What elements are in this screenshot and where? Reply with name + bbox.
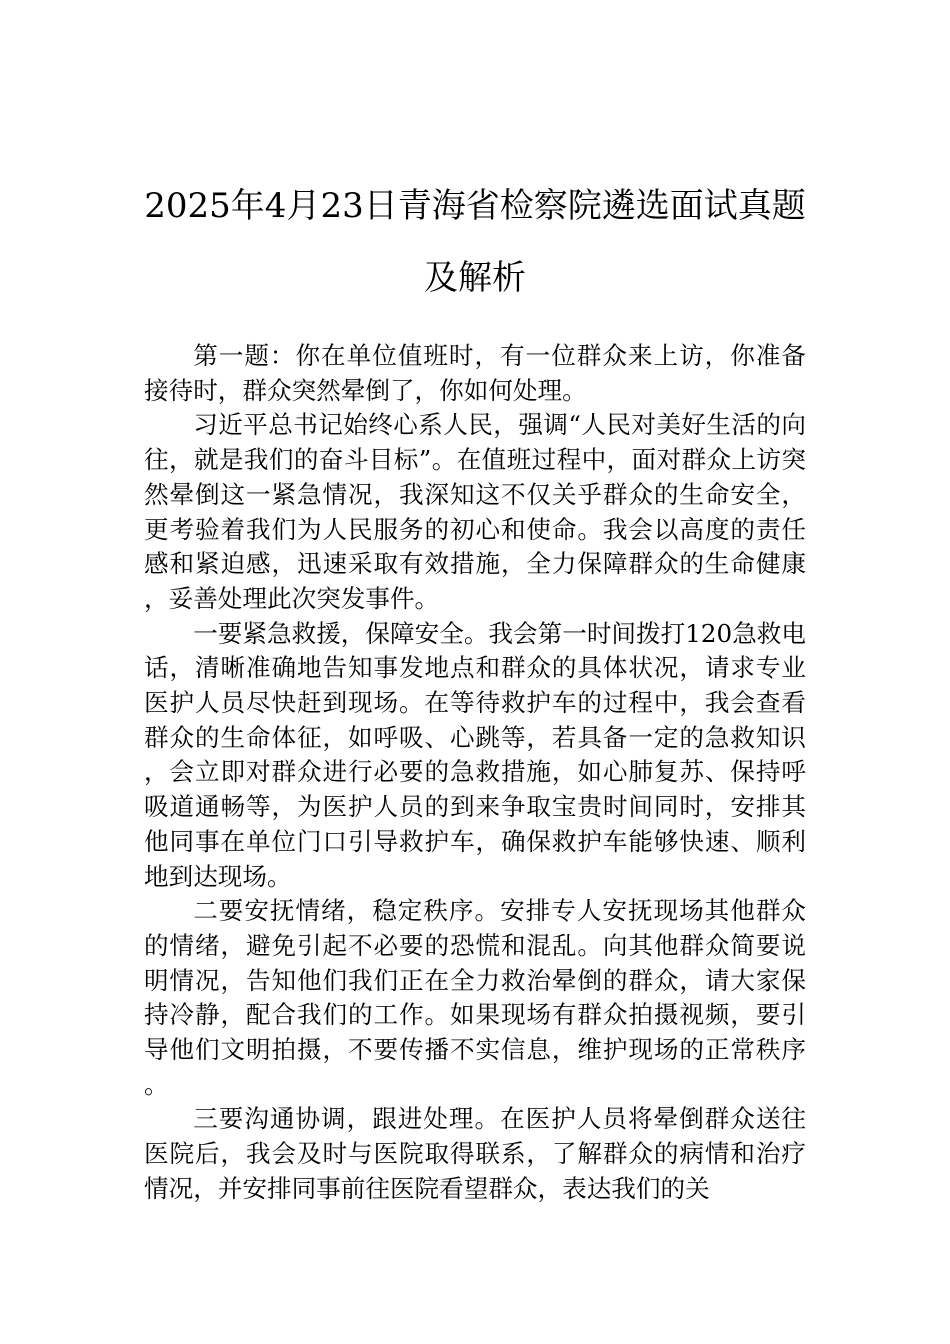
paragraph-question: 第一题：你在单位值班时，有一位群众来上访，你准备接待时，群众突然晕倒了，你如何处理。 [144, 341, 806, 405]
paragraph-point-one: 一要紧急救援，保障安全。我会第一时间拨打120急救电话，清晰准确地告知事发地点和群众的具体状况，请求专业医护人员尽快赶到现场。在等待救护车的过程中，我会查看群众的生命体征，如呼吸、心跳等，若具备一定的急救知识，会立即对群众进行必要的急救措施，如心肺复苏、保持呼吸道通畅等，为医护人员的到来争取宝贵时间同时，安排其他同事在单位门口引导救护车，确保救护车能够快速、顺利地到达现场。 [144, 618, 806, 891]
document-body [144, 339, 806, 1207]
document-title: 2025年4月23日青海省检察院遴选面试真题及解析 [144, 186, 806, 298]
paragraph-intro: 习近平总书记始终心系人民，强调“人民对美好生活的向往，就是我们的奋斗目标”。在值班过程中，面对群众上访突然晕倒这一紧急情况，我深知这不仅关乎群众的生命安全，更考验着我们为人民服务的初心和使命。我会以高度的责任感和紧迫感，迅速采取有效措施，全力保障群众的生命健康，妥善处理此次突发事件。 [144, 410, 806, 613]
paragraph-point-three: 三要沟通协调，跟进处理。在医护人员将晕倒群众送往医院后，我会及时与医院取得联系，了解群众的病情和治疗情况，并安排同事前往医院看望群众，表达我们的关 [144, 1104, 806, 1203]
paragraph-point-two: 二要安抚情绪，稳定秩序。安排专人安抚现场其他群众的情绪，避免引起不必要的恐慌和混乱。向其他群众简要说明情况，告知他们我们正在全力救治晕倒的群众，请大家保持冷静，配合我们的工作。如果现场有群众拍摄视频，要引导他们文明拍摄，不要传播不实信息，维护现场的正常秩序。 [144, 896, 806, 1099]
